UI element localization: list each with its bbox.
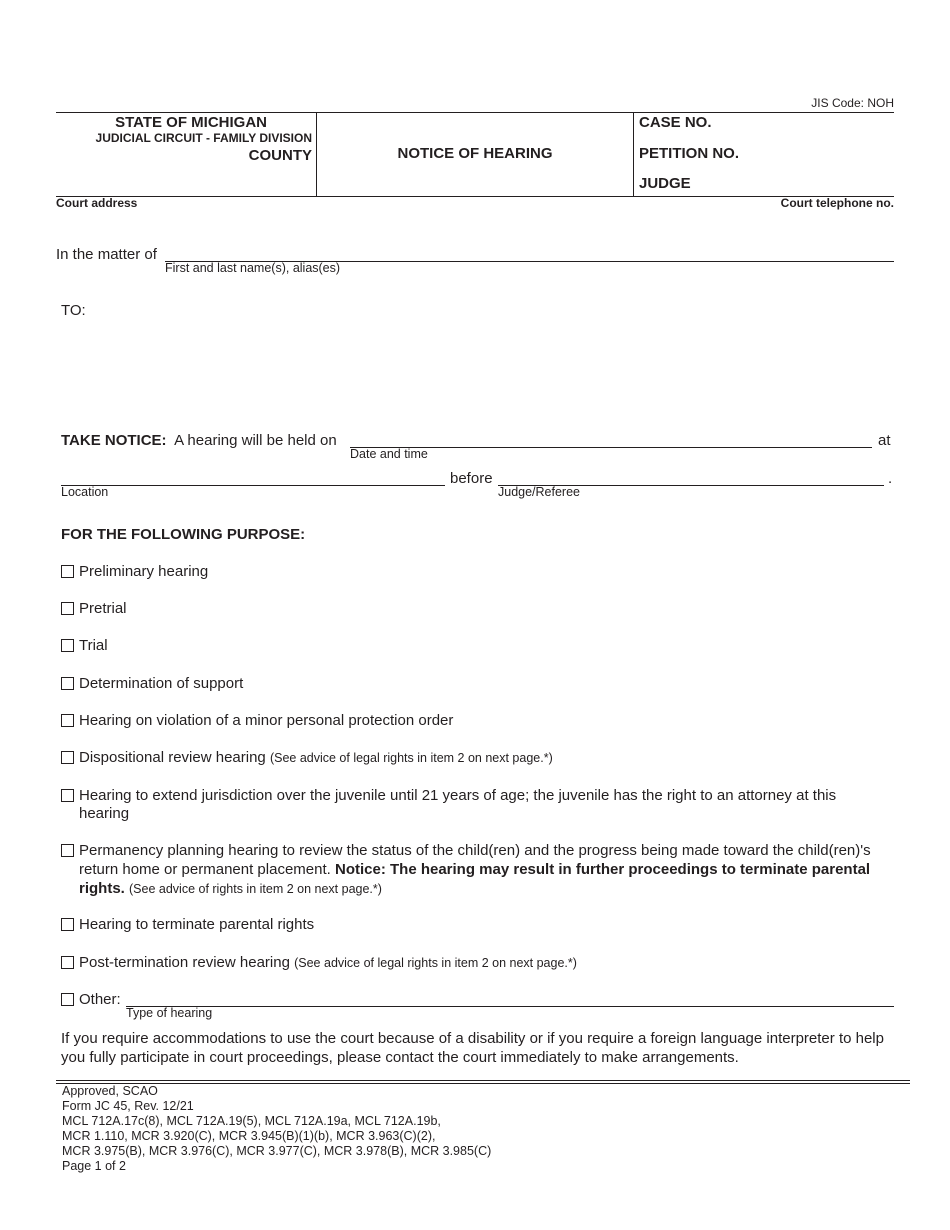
permanency-line1: Permanency planning hearing to review the status of the child(ren) and the progress being made toward the child(ren)'s: [79, 842, 871, 859]
extend-jurisdiction-line1: Hearing to extend jurisdiction over the juvenile until 21 years of age; the juvenile has the right to an attorney at this: [79, 787, 837, 804]
ppo-label: Hearing on violation of a minor personal protection order: [79, 712, 454, 729]
date-time-field[interactable]: [350, 447, 872, 448]
other-type-field[interactable]: [126, 1006, 894, 1007]
county-label: COUNTY: [248, 147, 312, 164]
take-notice-sentence: A hearing will be held on: [174, 432, 337, 449]
jis-code: JIS Code: NOH: [811, 96, 894, 110]
take-notice-text: [61, 432, 337, 449]
permanency-rights: rights.: [79, 880, 125, 897]
form-title: NOTICE OF HEARING: [397, 145, 553, 162]
terminate-label: Hearing to terminate parental rights: [79, 916, 315, 933]
extend-jurisdiction-line2: hearing: [79, 805, 130, 822]
trial-label: Trial: [79, 637, 108, 654]
preliminary-checkbox[interactable]: [61, 565, 74, 578]
dispositional-label: [79, 749, 553, 767]
post-termination-checkbox[interactable]: [61, 956, 74, 969]
trial-checkbox[interactable]: [61, 639, 74, 652]
date-time-caption: Date and time: [350, 447, 428, 461]
footer-rule-top: [56, 1080, 910, 1081]
dispositional-checkbox[interactable]: [61, 751, 74, 764]
period: .: [888, 470, 893, 487]
court-telephone-label: Court telephone no.: [780, 196, 894, 210]
post-termination-text: Post-termination review hearing: [79, 954, 290, 971]
permanency-notice: Notice: The hearing may result in further proceedings to terminate parental: [334, 861, 871, 878]
other-label: Other:: [79, 991, 121, 1008]
purpose-heading: FOR THE FOLLOWING PURPOSE:: [61, 526, 306, 543]
extend-jurisdiction-checkbox[interactable]: [61, 789, 74, 802]
permanency-checkbox[interactable]: [61, 844, 74, 857]
other-checkbox[interactable]: [61, 993, 74, 1006]
location-field[interactable]: [61, 485, 445, 486]
footer-page: Page 1 of 2: [62, 1159, 126, 1173]
location-caption: Location: [61, 485, 109, 499]
to-label: TO:: [61, 302, 86, 319]
post-termination-label: [79, 954, 577, 972]
pretrial-checkbox[interactable]: [61, 602, 74, 615]
dispositional-note: (See advice of legal rights in item 2 on next page.*): [269, 751, 553, 765]
other-type-caption: Type of hearing: [126, 1006, 213, 1020]
permanency-line3: [79, 880, 382, 898]
footer-approved: Approved, SCAO: [62, 1084, 158, 1098]
header-divider-right: [633, 112, 634, 196]
support-checkbox[interactable]: [61, 677, 74, 690]
case-no-label: CASE NO.: [639, 114, 712, 131]
footer-block: [62, 1084, 491, 1174]
footer-refs-3: MCR 3.975(B), MCR 3.976(C), MCR 3.977(C), MCR 3.978(B), MCR 3.985(C): [62, 1144, 492, 1158]
court-address-label: Court address: [56, 196, 138, 210]
petition-no-label: PETITION NO.: [639, 145, 740, 162]
permanency-line2: [79, 861, 870, 879]
to-recipient-area[interactable]: [100, 300, 890, 410]
post-termination-note: (See advice of legal rights in item 2 on next page.*): [294, 956, 577, 970]
header-top-rule: [56, 112, 894, 113]
dispositional-text: Dispositional review hearing: [79, 749, 266, 766]
state-name: STATE OF MICHIGAN: [115, 114, 267, 131]
footer-form: Form JC 45, Rev. 12/21: [62, 1099, 194, 1113]
accommodations-line2: you fully participate in court proceedings, please contact the court immediately to make arrangements.: [61, 1049, 739, 1066]
matter-caption: First and last name(s), alias(es): [165, 261, 341, 275]
before-label: before: [450, 470, 493, 487]
permanency-line2-text: return home or permanent placement.: [79, 861, 331, 878]
matter-label: In the matter of: [56, 246, 157, 263]
preliminary-label: Preliminary hearing: [79, 563, 209, 580]
permanency-note: (See advice of rights in item 2 on next page.*): [129, 882, 382, 896]
footer-refs-2: MCR 1.110, MCR 3.920(C), MCR 3.945(B)(1)(b), MCR 3.963(C)(2),: [62, 1129, 436, 1143]
judge-referee-caption: Judge/Referee: [498, 485, 581, 499]
header-bottom-rule: [56, 196, 894, 197]
terminate-checkbox[interactable]: [61, 918, 74, 931]
take-notice-bold: TAKE NOTICE:: [61, 432, 167, 449]
pretrial-label: Pretrial: [79, 600, 127, 617]
accommodations-line1: If you require accommodations to use the court because of a disability or if you require a foreign language interpreter to help: [61, 1030, 884, 1047]
ppo-checkbox[interactable]: [61, 714, 74, 727]
circuit-name: JUDICIAL CIRCUIT - FAMILY DIVISION: [95, 131, 312, 145]
judge-label: JUDGE: [639, 175, 691, 192]
at-label: at: [878, 432, 891, 449]
support-label: Determination of support: [79, 675, 244, 692]
footer-refs-1: MCL 712A.17c(8), MCL 712A.19(5), MCL 712A.19a, MCL 712A.19b,: [62, 1114, 441, 1128]
